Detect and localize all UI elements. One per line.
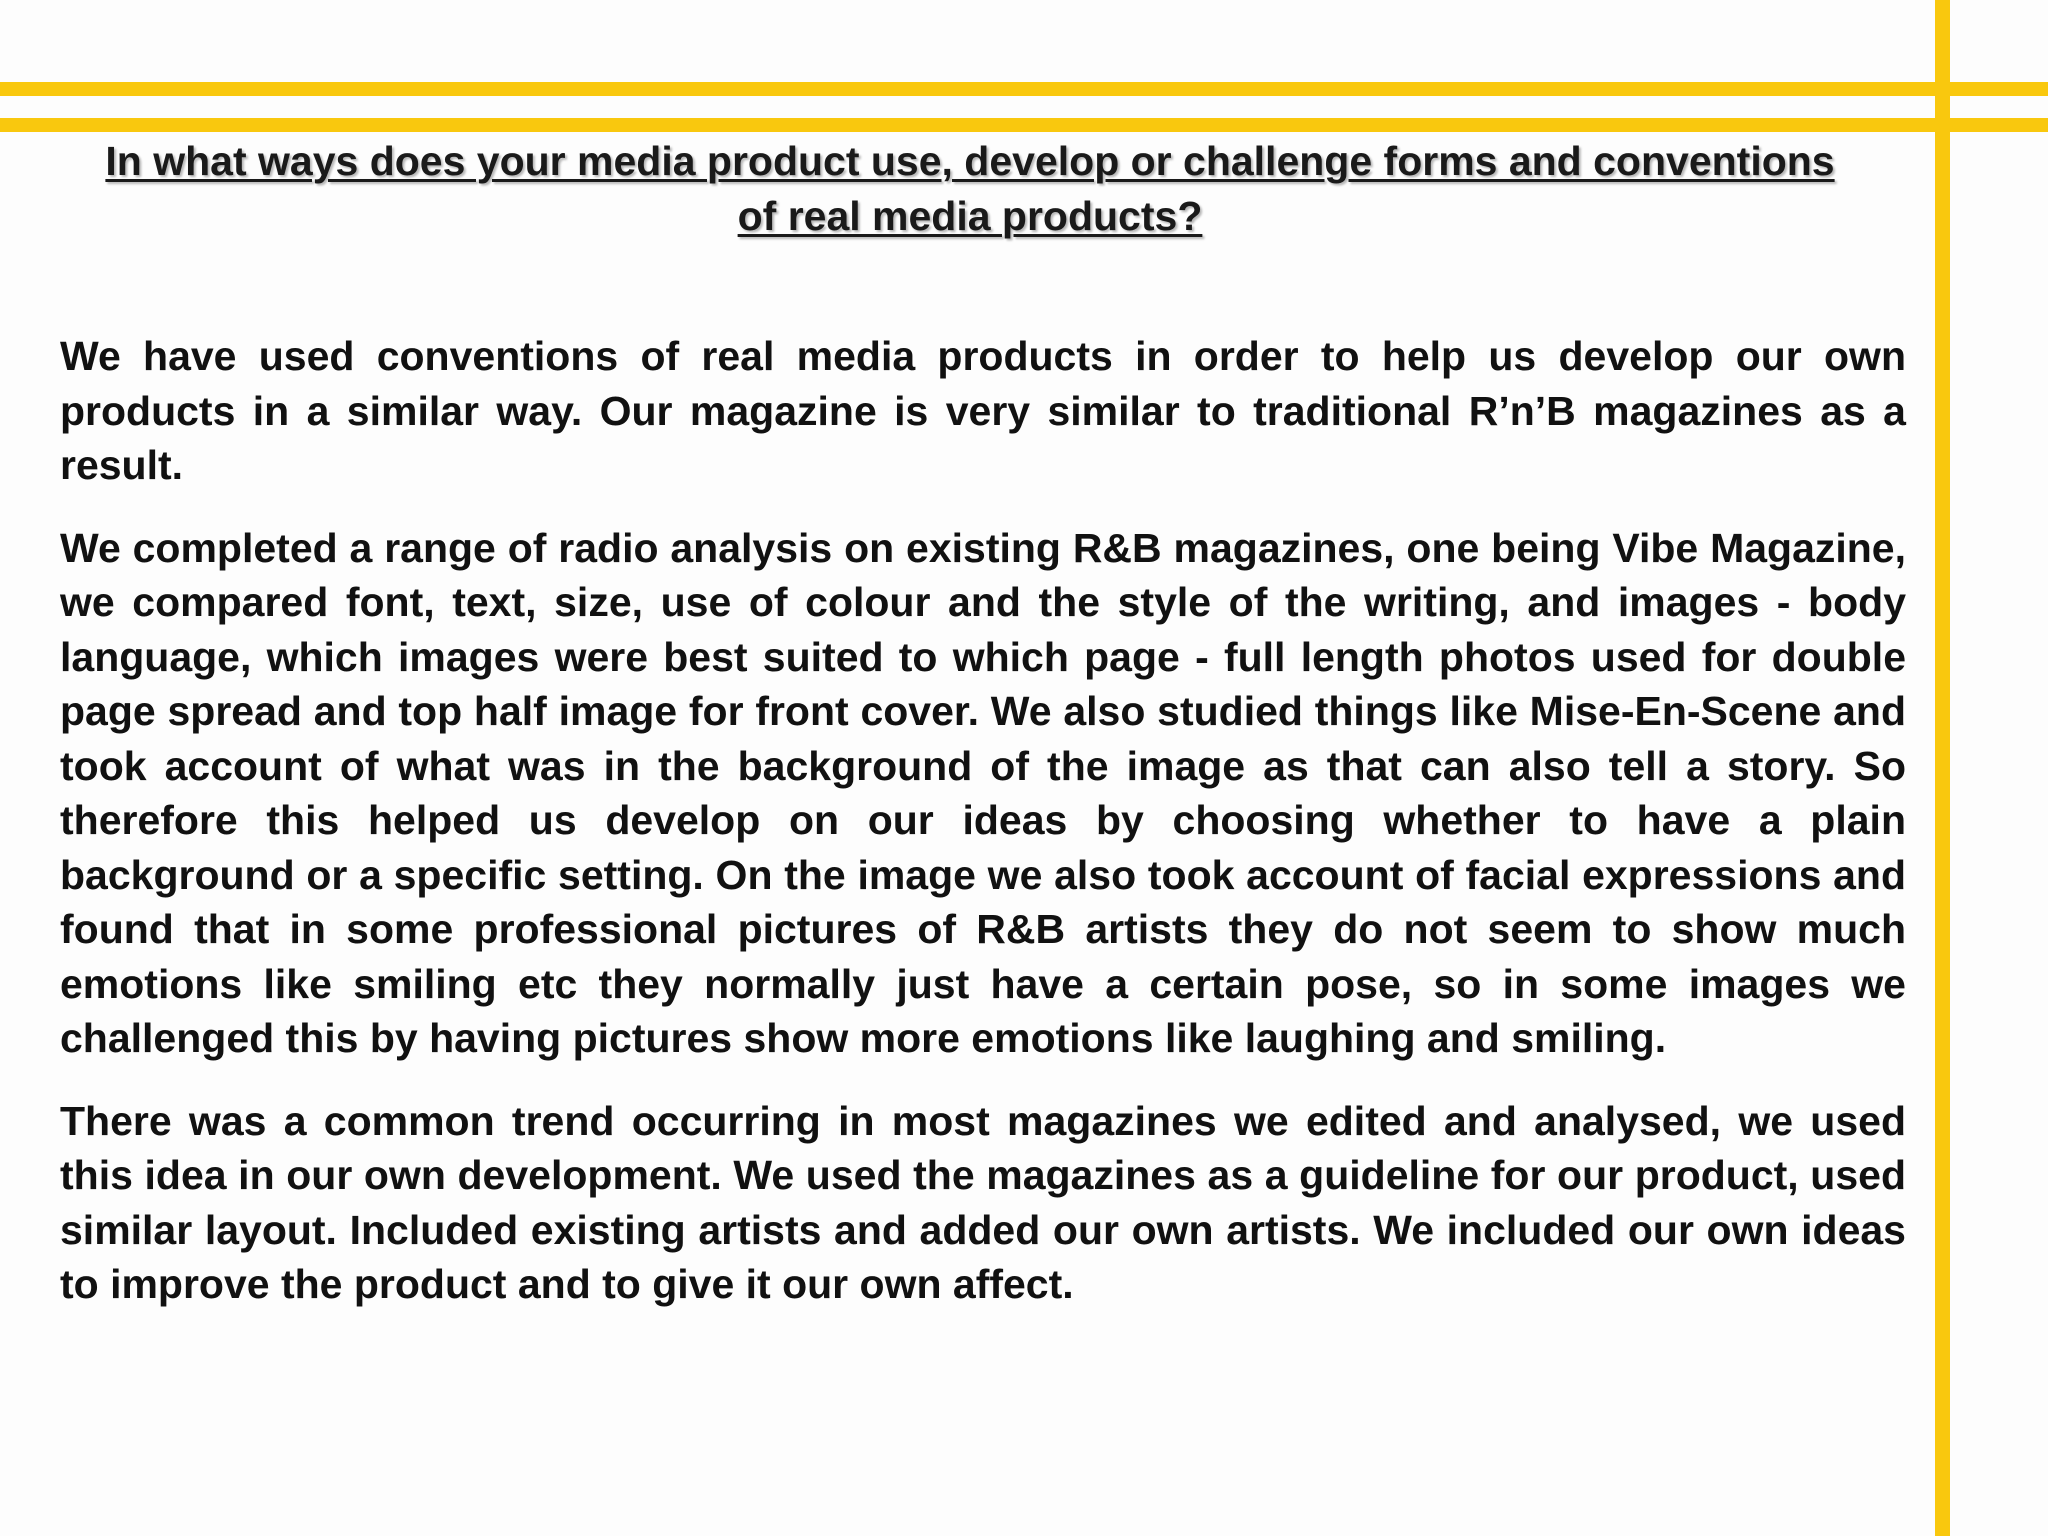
paragraph-conventions: We have used conventions of real media products in order to help us develop our own products in a similar way. Our magazine is very similar to traditional R’n’B magazines as a result. bbox=[60, 333, 1906, 488]
second-stripe bbox=[0, 118, 2048, 132]
slide-title: In what ways does your media product use, develop or challenge forms and conventions of real media products? bbox=[105, 138, 1835, 239]
paragraph-research: We completed a range of radio analysis on existing R&B magazines, one being Vibe Magazine, we compared font, text, size, use of colour and the style of the writing, and images - body language, which images were best suited to which page - full length photos used for double page spread and top half image for front cover. We also studied things like Mise-En-Scene and took account of what was in the background of the image as that can also tell a story. So therefore this helped us develop on our ideas by choosing whether to have a plain background or a specific setting. On the image we also took account of facial expressions and found that in some professional pictures of R&B artists they do not seem to show much emotions like smiling etc they normally just have a certain pose, so in some images we challenged this by having pictures show more emotions like laughing and smiling. bbox=[60, 524, 1906, 1061]
paragraph-trend: There was a common trend occurring in most magazines we edited and analysed, we used this idea in our own development. We used the magazines as a guideline for our product, used similar layout. Included existing artists and added our own artists. We included our own ideas to improve the product and to give it our own affect. bbox=[60, 1097, 1906, 1307]
slide-body bbox=[60, 329, 1906, 1340]
top-stripe bbox=[0, 82, 2048, 96]
right-stripe bbox=[1935, 0, 1950, 1536]
